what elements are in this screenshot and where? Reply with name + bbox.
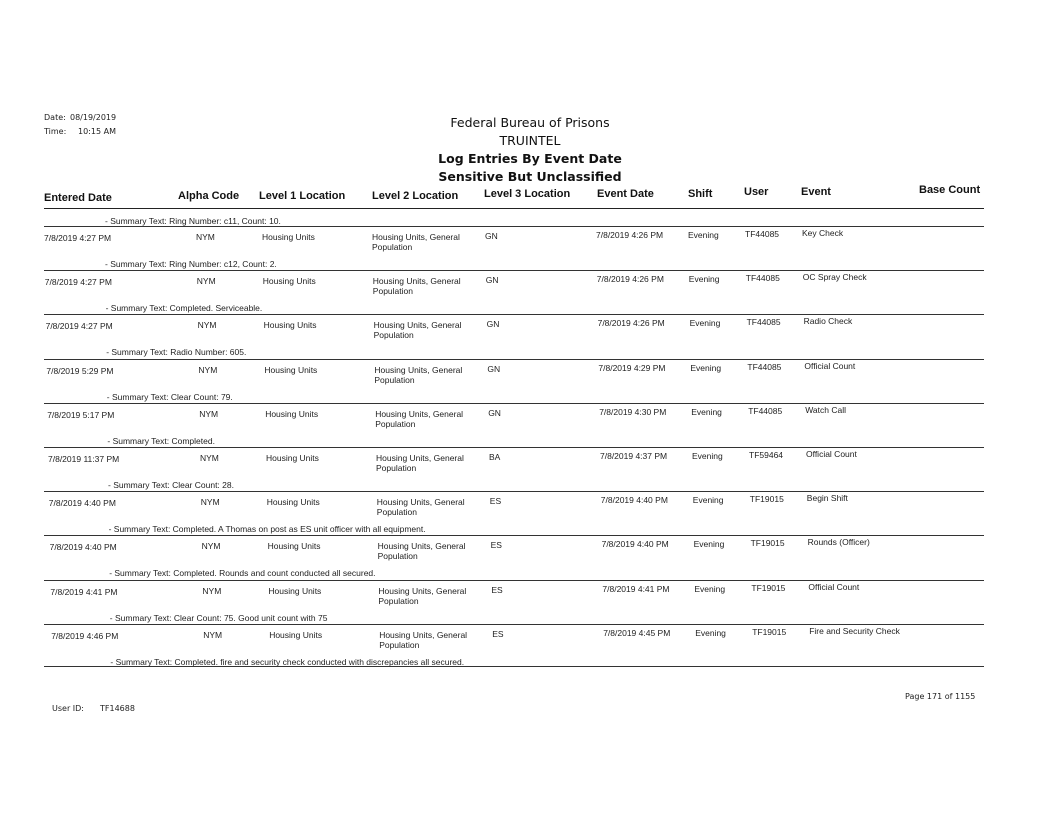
cell-alpha-code: NYM <box>198 364 218 375</box>
col-base-count: Base Count <box>919 184 981 196</box>
cell-shift: Evening <box>688 230 719 240</box>
cell-event-date: 7/8/2019 4:26 PM <box>596 230 664 240</box>
cell-entered-date: 7/8/2019 4:40 PM <box>48 498 116 509</box>
col-level1-location: Level 1 Location <box>259 190 346 202</box>
time-label: Time: <box>44 127 67 136</box>
col-event: Event <box>801 186 831 198</box>
summary-text-leading: - Summary Text: Ring Number: c11, Count: 10. <box>105 216 281 226</box>
summary-text: - Summary Text: Completed. fire and security check conducted with discrepancies all secured. <box>110 656 465 667</box>
row-divider <box>44 359 984 360</box>
cell-event-date: 7/8/2019 4:40 PM <box>601 539 669 550</box>
cell-shift: Evening <box>693 539 725 550</box>
cell-entered-date: 7/8/2019 4:41 PM <box>50 586 118 597</box>
cell-event: Radio Check <box>803 316 853 327</box>
cell-level2-location: Housing Units, General Population <box>372 232 460 252</box>
cell-entered-date: 7/8/2019 4:27 PM <box>45 321 113 332</box>
cell-level2-location: Housing Units, General Population <box>374 364 463 385</box>
cell-shift: Evening <box>688 274 720 285</box>
row-divider <box>44 491 984 492</box>
page-number: Page 171 of 1155 <box>905 692 976 701</box>
cell-entered-date: 7/8/2019 4:46 PM <box>51 630 119 641</box>
report-title: Log Entries By Event Date <box>438 151 622 166</box>
col-level2-location: Level 2 Location <box>372 190 459 202</box>
cell-user: TF44085 <box>748 405 783 416</box>
cell-level2-location: Housing Units, General Population <box>378 585 467 606</box>
row-divider <box>44 624 984 625</box>
cell-user: TF19015 <box>750 538 785 549</box>
cell-alpha-code: NYM <box>200 497 220 508</box>
cell-level1-location: Housing Units <box>265 408 319 419</box>
summary-text: - Summary Text: Clear Count: 79. <box>106 391 233 402</box>
cell-entered-date: 7/8/2019 5:17 PM <box>47 409 115 420</box>
cell-user: TF44085 <box>745 229 780 239</box>
cell-event: Official Count <box>806 449 857 459</box>
cell-event: Begin Shift <box>806 493 848 504</box>
cell-alpha-code: NYM <box>201 541 221 552</box>
cell-alpha-code: NYM <box>202 585 222 596</box>
header-rule <box>44 208 984 209</box>
cell-entered-date: 7/8/2019 4:27 PM <box>44 277 112 288</box>
cell-level2-location: Housing Units, General Population <box>377 541 466 562</box>
cell-event-date: 7/8/2019 4:37 PM <box>600 451 668 461</box>
col-event-date: Event Date <box>597 188 654 200</box>
user-id-label: User ID: <box>52 704 84 713</box>
cell-level2-location: Housing Units, General Population <box>376 497 465 518</box>
cell-event: OC Spray Check <box>802 272 867 283</box>
col-level3-location: Level 3 Location <box>484 188 571 200</box>
cell-entered-date: 7/8/2019 5:29 PM <box>46 365 114 376</box>
cell-level3-location: GN <box>485 275 499 286</box>
cell-level3-location: GN <box>488 407 501 418</box>
cell-event: Rounds (Officer) <box>807 537 870 548</box>
col-alpha-code: Alpha Code <box>178 190 240 202</box>
cell-shift: Evening <box>692 495 724 506</box>
cell-alpha-code: NYM <box>196 276 216 287</box>
user-id-value: TF14688 <box>100 704 135 713</box>
summary-text: - Summary Text: Clear Count: 28. <box>108 480 234 490</box>
time-value: 10:15 AM <box>78 127 116 136</box>
cell-event: Official Count <box>804 360 856 371</box>
cell-event: Watch Call <box>805 404 846 415</box>
cell-user: TF19015 <box>751 582 786 593</box>
cell-event-date: 7/8/2019 4:29 PM <box>598 362 666 373</box>
cell-level1-location: Housing Units <box>262 276 316 287</box>
cell-entered-date: 7/8/2019 11:37 PM <box>48 454 120 464</box>
row-divider <box>44 666 984 667</box>
cell-alpha-code: NYM <box>199 408 219 419</box>
row-divider <box>44 403 984 404</box>
cell-shift: Evening <box>690 362 722 373</box>
cell-shift: Evening <box>695 627 726 638</box>
cell-event-date: 7/8/2019 4:41 PM <box>602 583 670 594</box>
cell-level1-location: Housing Units <box>262 232 315 242</box>
cell-event-date: 7/8/2019 4:26 PM <box>596 274 664 285</box>
cell-shift: Evening <box>691 406 722 417</box>
row-divider <box>44 314 984 315</box>
cell-level2-location: Housing Units, General Population <box>372 276 461 297</box>
col-entered-date: Entered Date <box>44 192 112 204</box>
cell-level1-location: Housing Units <box>266 497 320 508</box>
cell-level3-location: ES <box>490 540 502 551</box>
cell-level1-location: Housing Units <box>269 629 323 640</box>
cell-event-date: 7/8/2019 4:40 PM <box>600 495 668 506</box>
summary-text: - Summary Text: Clear Count: 75. Good unit count with 75 <box>109 612 328 623</box>
cell-event-date: 7/8/2019 4:26 PM <box>597 318 665 329</box>
cell-user: TF19015 <box>752 626 787 637</box>
cell-event: Official Count <box>808 581 860 592</box>
row-divider <box>44 535 984 536</box>
cell-level3-location: GN <box>485 231 498 241</box>
cell-user: TF44085 <box>746 317 781 328</box>
report-system: TRUINTEL <box>499 133 561 148</box>
cell-alpha-code: NYM <box>200 453 219 463</box>
cell-user: TF19015 <box>749 494 784 505</box>
row-divider <box>44 447 984 448</box>
cell-shift: Evening <box>694 583 726 594</box>
cell-shift: Evening <box>692 451 723 461</box>
cell-user: TF59464 <box>749 450 784 460</box>
summary-text: - Summary Text: Completed. A Thomas on post as ES unit officer with all equipment. <box>108 524 426 535</box>
cell-level3-location: BA <box>489 452 501 462</box>
col-user: User <box>744 186 769 198</box>
summary-text: - Summary Text: Radio Number: 605. <box>106 347 247 358</box>
summary-text: - Summary Text: Ring Number: c12, Count: 2. <box>105 259 277 269</box>
cell-event-date: 7/8/2019 4:30 PM <box>599 406 667 417</box>
summary-text: - Summary Text: Completed. Rounds and count conducted all secured. <box>109 568 376 579</box>
cell-level2-location: Housing Units, General Population <box>376 453 464 473</box>
cell-user: TF44085 <box>747 361 782 372</box>
cell-level1-location: Housing Units <box>267 541 321 552</box>
report-classification: Sensitive But Unclassified <box>438 169 622 184</box>
cell-entered-date: 7/8/2019 4:27 PM <box>44 233 112 243</box>
cell-user: TF44085 <box>745 273 780 284</box>
cell-level1-location: Housing Units <box>263 320 317 331</box>
cell-level2-location: Housing Units, General Population <box>375 408 464 429</box>
row-divider <box>44 226 984 227</box>
row-divider <box>44 580 984 581</box>
date-value: 08/19/2019 <box>70 113 117 122</box>
cell-alpha-code: NYM <box>196 232 215 242</box>
cell-level3-location: ES <box>491 584 503 595</box>
summary-text: - Summary Text: Completed. <box>107 435 215 446</box>
cell-level1-location: Housing Units <box>268 585 322 596</box>
summary-text: - Summary Text: Completed. Serviceable. <box>105 303 263 314</box>
report-org: Federal Bureau of Prisons <box>450 115 610 130</box>
cell-event: Fire and Security Check <box>809 625 900 636</box>
cell-event: Key Check <box>802 228 844 238</box>
cell-event-date: 7/8/2019 4:45 PM <box>603 627 671 638</box>
report-title-block <box>380 114 680 186</box>
cell-level1-location: Housing Units <box>266 453 319 463</box>
col-shift: Shift <box>688 188 713 200</box>
cell-level3-location: ES <box>489 496 502 507</box>
cell-level1-location: Housing Units <box>264 364 318 375</box>
cell-level3-location: GN <box>487 363 501 374</box>
cell-alpha-code: NYM <box>203 629 223 640</box>
cell-level2-location: Housing Units, General Population <box>379 629 468 650</box>
cell-level3-location: GN <box>486 319 500 330</box>
date-label: Date: <box>44 113 66 122</box>
cell-shift: Evening <box>689 318 721 329</box>
cell-entered-date: 7/8/2019 4:40 PM <box>49 542 117 553</box>
cell-alpha-code: NYM <box>197 320 217 331</box>
cell-level2-location: Housing Units, General Population <box>373 320 462 341</box>
row-divider <box>44 270 984 271</box>
cell-level3-location: ES <box>492 628 504 639</box>
